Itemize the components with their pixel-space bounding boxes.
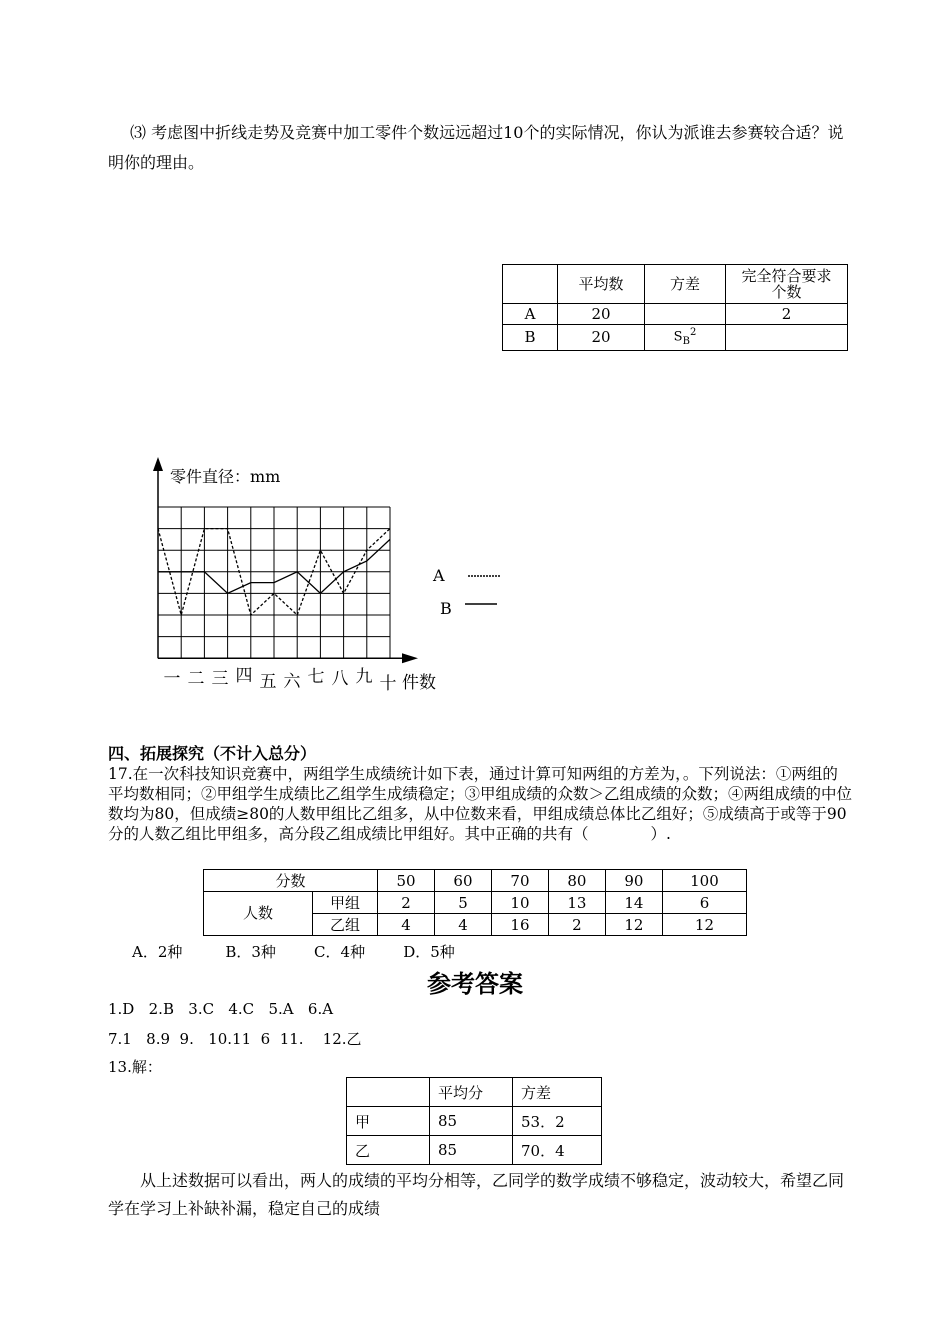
variance-cell xyxy=(645,325,726,351)
count-cell: 12 xyxy=(662,914,746,936)
x-axis-label: 件数 xyxy=(402,673,436,693)
table-header-row xyxy=(503,265,848,304)
count-cell: 6 xyxy=(662,892,746,914)
table-header-row xyxy=(204,870,747,892)
choice-a: A．2种 xyxy=(132,943,183,961)
count-cell: 4 xyxy=(434,914,491,936)
row-label: B xyxy=(503,325,558,351)
table-header-cell: 完全符合要求个数 xyxy=(726,265,848,304)
count-cell: 4 xyxy=(378,914,435,936)
question-3-text: 考虑图中折线走势及竞赛中加工零件个数远远超过10个的实际情况，你认为派谁去参赛较合适？说明你的理由。 xyxy=(108,123,844,172)
x-tick-label: 十 xyxy=(379,674,397,695)
answers-title: 参考答案 xyxy=(427,970,523,998)
table-header-cell xyxy=(347,1078,430,1107)
group-name: 甲组 xyxy=(313,892,378,914)
table-row xyxy=(347,1136,602,1165)
answers-line-1: 1.D 2.B 3.C 4.C 5.A 6.A xyxy=(108,1000,334,1018)
question-3 xyxy=(108,118,853,178)
score-value: 100 xyxy=(662,870,746,892)
count-cell: 2 xyxy=(378,892,435,914)
answers-line-3: 13.解： xyxy=(108,1058,162,1076)
variance-cell: 53．2 xyxy=(513,1107,602,1136)
count-cell: 5 xyxy=(434,892,491,914)
score-table xyxy=(203,869,747,936)
count-cell xyxy=(726,325,848,351)
question-3-number: ⑶ xyxy=(130,123,147,142)
count-cell: 12 xyxy=(605,914,662,936)
answer-choices xyxy=(132,941,455,962)
x-tick-label: 六 xyxy=(283,672,301,693)
table-header-cell: 平均数 xyxy=(558,265,645,304)
score-value: 90 xyxy=(605,870,662,892)
score-value: 50 xyxy=(378,870,435,892)
count-cell: 16 xyxy=(491,914,548,936)
group-label-cell: 人数 xyxy=(204,892,313,936)
section-4 xyxy=(108,744,853,844)
legend-label-b: B xyxy=(440,599,452,618)
variance-symbol: S xyxy=(673,329,683,345)
x-tick-label: 一 xyxy=(163,669,181,690)
x-tick-label: 四 xyxy=(235,666,253,687)
table-header-row xyxy=(347,1078,602,1107)
y-axis-label: 零件直径：mm xyxy=(170,467,281,486)
mean-cell: 20 xyxy=(558,304,645,325)
score-value: 80 xyxy=(548,870,605,892)
mean-cell: 85 xyxy=(430,1107,513,1136)
table-header-cell: 方差 xyxy=(513,1078,602,1107)
count-cell: 13 xyxy=(548,892,605,914)
score-value: 60 xyxy=(434,870,491,892)
x-tick-label: 五 xyxy=(259,672,277,693)
diameter-line-chart xyxy=(140,455,520,700)
question-17-text: 在一次科技知识竞赛中，两组学生成绩统计如下表，通过计算可知两组的方差为，。下列说法：①两组的平均数相同；②甲组学生成绩比乙组学生成绩稳定；③甲组成绩的众数＞乙组成绩的众数；④两组成绩的中位数均为80，但成绩≥80的人数甲组比乙组多，从中位数来看，甲组成绩总体比乙组好；⑤成绩高于或等于90分的人数乙组比甲组多，高分段乙组成绩比甲组好。其中正确的共有（ ）. xyxy=(108,765,853,843)
x-tick-label: 二 xyxy=(187,669,205,690)
conclusion-text xyxy=(108,1167,853,1223)
variance-cell xyxy=(645,304,726,325)
answer-13-table xyxy=(346,1077,602,1165)
score-header: 分数 xyxy=(204,870,378,892)
legend-label-a: A xyxy=(433,566,445,585)
mean-cell: 85 xyxy=(430,1136,513,1165)
score-value: 70 xyxy=(491,870,548,892)
conclusion-body: 从上述数据可以看出，两人的成绩的平均分相等，乙同学的数学成绩不够稳定，波动较大，希望乙同学在学习上补缺补漏，稳定自己的成绩 xyxy=(108,1171,845,1218)
table-header-cell xyxy=(503,265,558,304)
student-cell: 甲 xyxy=(347,1107,430,1136)
x-tick-label: 九 xyxy=(355,667,373,688)
variance-cell: 70．4 xyxy=(513,1136,602,1165)
x-axis-arrow xyxy=(402,653,418,663)
x-tick-label: 七 xyxy=(307,667,325,688)
table-row xyxy=(503,325,848,351)
table-row xyxy=(204,892,747,914)
table-row xyxy=(347,1107,602,1136)
count-cell: 14 xyxy=(605,892,662,914)
table-row xyxy=(503,304,848,325)
count-cell: 10 xyxy=(491,892,548,914)
section-4-heading: 四、拓展探究（不计入总分） xyxy=(108,744,317,763)
mean-cell: 20 xyxy=(558,325,645,351)
comparison-table-ab xyxy=(502,264,848,351)
x-tick-label: 八 xyxy=(331,669,349,690)
x-tick-label: 三 xyxy=(211,669,229,690)
variance-superscript: 2 xyxy=(689,327,697,338)
question-17-number: 17. xyxy=(108,765,133,783)
count-cell: 2 xyxy=(726,304,848,325)
answers-line-2: 7.1 8.9 9. 10.11 6 11. 12.乙 xyxy=(108,1030,362,1048)
group-name: 乙组 xyxy=(313,914,378,936)
variance-subscript: B xyxy=(682,335,690,347)
choice-c: C．4种 xyxy=(314,943,366,961)
row-label: A xyxy=(503,304,558,325)
table-header-cell: 方差 xyxy=(645,265,726,304)
chart-axes xyxy=(153,457,418,663)
choice-b: B．3种 xyxy=(225,943,276,961)
choice-d: D．5种 xyxy=(403,943,455,961)
student-cell: 乙 xyxy=(347,1136,430,1165)
table-header-cell: 平均分 xyxy=(430,1078,513,1107)
count-cell: 2 xyxy=(548,914,605,936)
question-17 xyxy=(108,764,853,844)
y-axis-arrow xyxy=(153,457,163,471)
